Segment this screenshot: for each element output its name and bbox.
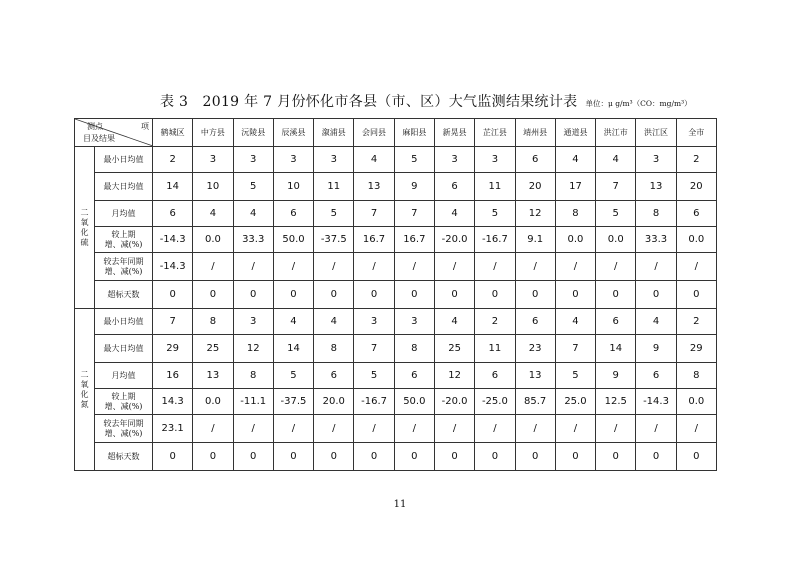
value-cell: 0 xyxy=(636,281,676,309)
value-cell: 4 xyxy=(596,147,636,173)
value-cell: 4 xyxy=(273,309,313,335)
value-cell: -37.5 xyxy=(273,389,313,415)
value-cell: 16.7 xyxy=(354,227,394,253)
value-cell: / xyxy=(193,253,233,281)
value-cell: 9 xyxy=(636,335,676,363)
corner-label-right: 项 xyxy=(141,122,149,131)
value-cell: 0 xyxy=(394,281,434,309)
value-cell: 0 xyxy=(636,443,676,471)
value-cell: / xyxy=(515,415,555,443)
value-cell: / xyxy=(596,253,636,281)
value-cell: 23.1 xyxy=(153,415,193,443)
corner-label-top: 测点 xyxy=(87,122,103,131)
value-cell: 3 xyxy=(193,147,233,173)
value-cell: -16.7 xyxy=(354,389,394,415)
value-cell: / xyxy=(314,253,354,281)
column-header: 沅陵县 xyxy=(233,119,273,147)
column-header: 洪江区 xyxy=(636,119,676,147)
value-cell: 11 xyxy=(475,173,515,201)
table-row xyxy=(75,227,717,253)
table-row xyxy=(75,173,717,201)
value-cell: 10 xyxy=(193,173,233,201)
value-cell: 3 xyxy=(233,147,273,173)
column-header: 洪江市 xyxy=(596,119,636,147)
value-cell: 0 xyxy=(555,281,595,309)
value-cell: 9.1 xyxy=(515,227,555,253)
value-cell: -25.0 xyxy=(475,389,515,415)
value-cell: 11 xyxy=(314,173,354,201)
value-cell: 5 xyxy=(555,363,595,389)
table-row xyxy=(75,253,717,281)
column-header: 鹤城区 xyxy=(153,119,193,147)
table-row xyxy=(75,335,717,363)
value-cell: 6 xyxy=(273,201,313,227)
value-cell: 2 xyxy=(676,147,716,173)
value-cell: / xyxy=(354,253,394,281)
value-cell: 6 xyxy=(434,173,474,201)
value-cell: 4 xyxy=(434,201,474,227)
value-cell: 0.0 xyxy=(676,389,716,415)
value-cell: 14.3 xyxy=(153,389,193,415)
value-cell: 4 xyxy=(233,201,273,227)
value-cell: / xyxy=(475,415,515,443)
value-cell: / xyxy=(354,415,394,443)
row-label: 最大日均值 xyxy=(95,335,153,363)
value-cell: 25.0 xyxy=(555,389,595,415)
value-cell: 8 xyxy=(314,335,354,363)
value-cell: 0 xyxy=(434,281,474,309)
value-cell: / xyxy=(676,415,716,443)
value-cell: 23 xyxy=(515,335,555,363)
value-cell: / xyxy=(193,415,233,443)
monitoring-table xyxy=(74,118,717,471)
value-cell: 4 xyxy=(555,147,595,173)
table-title: 表 3 2019 年 7 月份怀化市各县（市、区）大气监测结果统计表 xyxy=(160,94,578,110)
value-cell: / xyxy=(596,415,636,443)
value-cell: 0 xyxy=(434,443,474,471)
value-cell: 12 xyxy=(233,335,273,363)
value-cell: 3 xyxy=(475,147,515,173)
value-cell: / xyxy=(636,253,676,281)
value-cell: 5 xyxy=(475,201,515,227)
value-cell: 5 xyxy=(233,173,273,201)
value-cell: -14.3 xyxy=(153,253,193,281)
value-cell: / xyxy=(233,253,273,281)
value-cell: 3 xyxy=(394,309,434,335)
row-label: 较上期 增、减(%) xyxy=(95,389,153,415)
value-cell: 25 xyxy=(193,335,233,363)
value-cell: 0 xyxy=(273,443,313,471)
value-cell: 0 xyxy=(233,281,273,309)
column-header: 全市 xyxy=(676,119,716,147)
value-cell: -11.1 xyxy=(233,389,273,415)
column-header: 麻阳县 xyxy=(394,119,434,147)
value-cell: 2 xyxy=(153,147,193,173)
value-cell: 6 xyxy=(153,201,193,227)
value-cell: 2 xyxy=(475,309,515,335)
value-cell: 20 xyxy=(676,173,716,201)
pollutant-group-label: 二 氧 化 硫 xyxy=(75,147,95,309)
value-cell: 6 xyxy=(636,363,676,389)
value-cell: 16 xyxy=(153,363,193,389)
value-cell: / xyxy=(273,253,313,281)
value-cell: 0 xyxy=(153,443,193,471)
table-row xyxy=(75,281,717,309)
value-cell: -16.7 xyxy=(475,227,515,253)
value-cell: 9 xyxy=(596,363,636,389)
table-row xyxy=(75,415,717,443)
column-header: 溆浦县 xyxy=(314,119,354,147)
value-cell: / xyxy=(273,415,313,443)
value-cell: 50.0 xyxy=(394,389,434,415)
value-cell: 10 xyxy=(273,173,313,201)
value-cell: 29 xyxy=(676,335,716,363)
value-cell: 0 xyxy=(354,281,394,309)
value-cell: 7 xyxy=(153,309,193,335)
value-cell: / xyxy=(233,415,273,443)
value-cell: 3 xyxy=(434,147,474,173)
value-cell: 17 xyxy=(555,173,595,201)
table-row xyxy=(75,389,717,415)
value-cell: / xyxy=(475,253,515,281)
value-cell: 29 xyxy=(153,335,193,363)
value-cell: 3 xyxy=(636,147,676,173)
column-header: 通道县 xyxy=(555,119,595,147)
value-cell: 5 xyxy=(354,363,394,389)
header-row xyxy=(75,119,717,147)
value-cell: 2 xyxy=(676,309,716,335)
value-cell: / xyxy=(555,253,595,281)
table-body xyxy=(75,119,717,471)
value-cell: 0 xyxy=(676,443,716,471)
value-cell: 7 xyxy=(394,201,434,227)
value-cell: -20.0 xyxy=(434,389,474,415)
value-cell: 7 xyxy=(354,335,394,363)
value-cell: 0 xyxy=(475,443,515,471)
row-label: 超标天数 xyxy=(95,281,153,309)
value-cell: 20.0 xyxy=(314,389,354,415)
row-label: 月均值 xyxy=(95,363,153,389)
row-label: 最大日均值 xyxy=(95,173,153,201)
value-cell: 4 xyxy=(314,309,354,335)
value-cell: 5 xyxy=(273,363,313,389)
value-cell: 0.0 xyxy=(676,227,716,253)
value-cell: 0 xyxy=(515,443,555,471)
value-cell: 7 xyxy=(596,173,636,201)
header-corner-cell xyxy=(75,119,153,147)
value-cell: 4 xyxy=(354,147,394,173)
row-label: 较去年同期 增、减(%) xyxy=(95,253,153,281)
value-cell: 50.0 xyxy=(273,227,313,253)
value-cell: 0.0 xyxy=(596,227,636,253)
unit-note: 单位：μ g/m³（CO：mg/m³） xyxy=(585,99,692,108)
value-cell: / xyxy=(555,415,595,443)
table-row xyxy=(75,309,717,335)
value-cell: 0 xyxy=(475,281,515,309)
value-cell: 0 xyxy=(676,281,716,309)
value-cell: 85.7 xyxy=(515,389,555,415)
column-header: 会同县 xyxy=(354,119,394,147)
value-cell: 5 xyxy=(314,201,354,227)
value-cell: 4 xyxy=(636,309,676,335)
table-row xyxy=(75,443,717,471)
value-cell: 12 xyxy=(434,363,474,389)
value-cell: 13 xyxy=(515,363,555,389)
column-header: 新晃县 xyxy=(434,119,474,147)
row-label: 较去年同期 增、减(%) xyxy=(95,415,153,443)
value-cell: 3 xyxy=(314,147,354,173)
value-cell: / xyxy=(394,415,434,443)
value-cell: 3 xyxy=(354,309,394,335)
value-cell: -37.5 xyxy=(314,227,354,253)
value-cell: 8 xyxy=(233,363,273,389)
value-cell: 5 xyxy=(596,201,636,227)
value-cell: -14.3 xyxy=(636,389,676,415)
value-cell: 6 xyxy=(394,363,434,389)
value-cell: 25 xyxy=(434,335,474,363)
column-header: 靖州县 xyxy=(515,119,555,147)
value-cell: 0 xyxy=(555,443,595,471)
value-cell: / xyxy=(394,253,434,281)
value-cell: 12.5 xyxy=(596,389,636,415)
value-cell: 20 xyxy=(515,173,555,201)
value-cell: 8 xyxy=(394,335,434,363)
value-cell: 13 xyxy=(354,173,394,201)
value-cell: 13 xyxy=(636,173,676,201)
value-cell: / xyxy=(676,253,716,281)
value-cell: 3 xyxy=(273,147,313,173)
row-label: 较上期 增、减(%) xyxy=(95,227,153,253)
title-line xyxy=(160,91,692,111)
value-cell: 6 xyxy=(596,309,636,335)
value-cell: / xyxy=(434,253,474,281)
value-cell: 11 xyxy=(475,335,515,363)
value-cell: 3 xyxy=(233,309,273,335)
value-cell: 0 xyxy=(193,443,233,471)
column-header: 芷江县 xyxy=(475,119,515,147)
value-cell: 0 xyxy=(596,281,636,309)
value-cell: -20.0 xyxy=(434,227,474,253)
value-cell: 14 xyxy=(273,335,313,363)
value-cell: 33.3 xyxy=(233,227,273,253)
value-cell: / xyxy=(636,415,676,443)
value-cell: 0 xyxy=(354,443,394,471)
value-cell: 0.0 xyxy=(555,227,595,253)
value-cell: 8 xyxy=(193,309,233,335)
value-cell: / xyxy=(434,415,474,443)
value-cell: 8 xyxy=(555,201,595,227)
value-cell: 0.0 xyxy=(193,389,233,415)
value-cell: 0 xyxy=(314,443,354,471)
value-cell: 13 xyxy=(193,363,233,389)
value-cell: 6 xyxy=(475,363,515,389)
value-cell: 16.7 xyxy=(394,227,434,253)
table-row xyxy=(75,201,717,227)
value-cell: 6 xyxy=(314,363,354,389)
value-cell: 0.0 xyxy=(193,227,233,253)
table-row xyxy=(75,363,717,389)
value-cell: 0 xyxy=(394,443,434,471)
row-label: 超标天数 xyxy=(95,443,153,471)
value-cell: 6 xyxy=(515,309,555,335)
value-cell: 4 xyxy=(555,309,595,335)
column-header: 中方县 xyxy=(193,119,233,147)
value-cell: 4 xyxy=(193,201,233,227)
value-cell: -14.3 xyxy=(153,227,193,253)
value-cell: 14 xyxy=(596,335,636,363)
row-label: 月均值 xyxy=(95,201,153,227)
value-cell: 7 xyxy=(354,201,394,227)
value-cell: / xyxy=(314,415,354,443)
value-cell: 0 xyxy=(233,443,273,471)
value-cell: 4 xyxy=(434,309,474,335)
value-cell: 8 xyxy=(676,363,716,389)
value-cell: 0 xyxy=(153,281,193,309)
value-cell: 12 xyxy=(515,201,555,227)
row-label: 最小日均值 xyxy=(95,309,153,335)
value-cell: 0 xyxy=(193,281,233,309)
value-cell: 5 xyxy=(394,147,434,173)
value-cell: 6 xyxy=(676,201,716,227)
value-cell: 0 xyxy=(515,281,555,309)
value-cell: 7 xyxy=(555,335,595,363)
value-cell: 14 xyxy=(153,173,193,201)
corner-label-bottom: 目及结果 xyxy=(83,134,115,143)
table-row xyxy=(75,147,717,173)
column-header: 辰溪县 xyxy=(273,119,313,147)
page-number: 11 xyxy=(393,499,407,510)
value-cell: 6 xyxy=(515,147,555,173)
value-cell: / xyxy=(515,253,555,281)
row-label: 最小日均值 xyxy=(95,147,153,173)
value-cell: 0 xyxy=(273,281,313,309)
value-cell: 8 xyxy=(636,201,676,227)
value-cell: 0 xyxy=(596,443,636,471)
value-cell: 9 xyxy=(394,173,434,201)
value-cell: 33.3 xyxy=(636,227,676,253)
pollutant-group-label: 二 氧 化 氮 xyxy=(75,309,95,471)
value-cell: 0 xyxy=(314,281,354,309)
